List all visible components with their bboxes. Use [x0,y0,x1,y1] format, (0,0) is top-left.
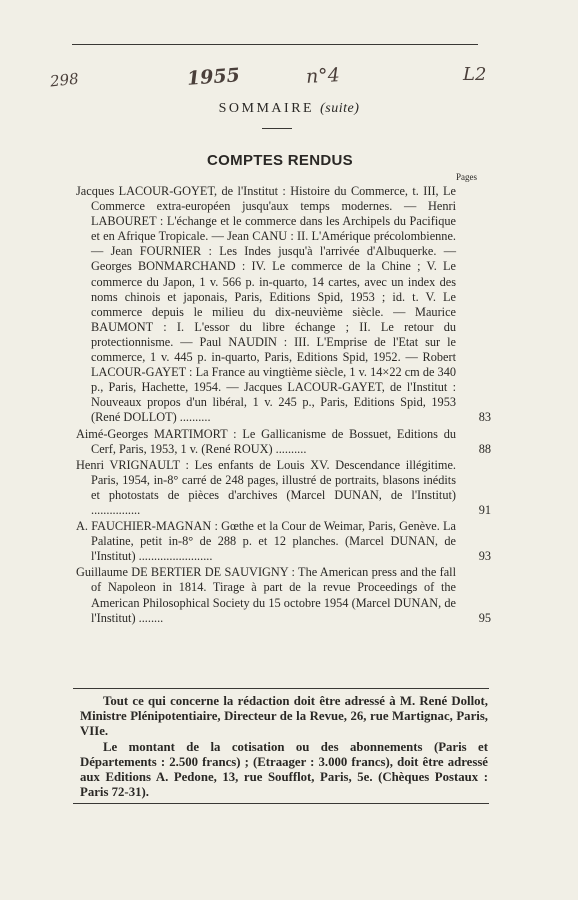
entry-text: Guillaume DE BERTIER DE SAUVIGNY : The American press and the fall of Napoleon in 1814. Tirage à part de la revue Proceedings of the American Philosophical Society du 15 octobre 1954 (Marcel DUNAN, de l'Institut) ........ [76,565,456,625]
entry-page-number: 93 [478,549,491,564]
pages-column-label: Pages [456,172,477,182]
top-rule [72,44,478,45]
notice-paragraph-2: Le montant de la cotisation ou des abonnements (Paris et Départements : 2.500 francs) ; (Etraager : 3.000 francs), doit être adressé aux Editions A. Pedone, 13, rue Soufflot, Paris, 5e. (Chèques Postaux : Paris 72-31). [80,739,488,800]
entry-text: Henri VRIGNAULT : Les enfants de Louis XV. Descendance illégitime. Paris, 1954, in-8° carré de 248 pages, illustré de portraits, blasons inédits et photostats de pièces d'archives (Marcel DUNAN, de l'Institut) ................ [76,457,456,517]
handwritten-note-2: 1955 [186,64,241,90]
handwritten-note-1: 298 [49,69,80,91]
heading-title: SOMMAIRE [218,101,315,116]
section-title: COMPTES RENDUS [207,152,353,169]
entry-page-number: 91 [478,502,491,517]
review-entry [76,565,491,625]
heading-rule [262,128,292,129]
entry-page-number: 95 [478,610,491,625]
review-entry [76,427,491,457]
editorial-notice [80,694,488,800]
entry-text: A. FAUCHIER-MAGNAN : Gœthe et la Cour de Weimar, Paris, Genève. La Palatine, petit in-8° de 288 p. et 12 planches. (Marcel DUNAN, de l'Institut) ........................ [76,519,456,564]
entry-page-number: 88 [478,441,491,456]
handwritten-note-3: n°4 [305,64,341,88]
review-list [76,184,491,627]
handwritten-note-4: L2 [463,64,487,85]
page-heading [0,101,578,117]
notice-paragraph-1: Tout ce qui concerne la rédaction doit être adressé à M. René Dollot, Ministre Plénipotentiaire, Directeur de la Revue, 26, rue Martignac, Paris, VIIe. [80,694,488,739]
review-entry [76,458,491,518]
notice-bottom-rule [73,803,489,804]
review-entry [76,184,491,426]
entry-text: Jacques LACOUR-GOYET, de l'Institut : Histoire du Commerce, t. III, Le Commerce extra-européen jusqu'aux temps modernes. — Henri LABOURET : L'échange et le commerce dans les Archipels du Pacifique et en Afrique Tropicale. — Jean CANU : II. L'Amérique précolombienne. — Jean FOURNIER : Les Indes jusqu'à l'arrivée d'Albuquerke. — Georges BONMARCHAND : IV. Le commerce de la Chine ; V. Le commerce du Japon, 1 v. 566 p. in-quarto, 14 cartes, avec un index des noms chinois et japonais, Paris, Editions Spid, 1953 ; id. t. V. Le commerce depuis le milieu du dix-neuvième siècle. — Maurice BAUMONT : I. L'essor du libre échange ; II. Le retour du protectionnisme. — Paul NAUDIN : III. L'Emprise de l'Etat sur le commerce, 1 v. 445 p. in-quarto, Paris, Editions Spid, 1952. — Robert LACOUR-GAYET : La France au vingtième siècle, 1 v. 14×22 cm de 340 p., Paris, Hachette, 1954. — Jacques LACOUR-GAYET, de l'Institut : Nouveaux propos d'un libéral, 1 v. 245 p., Paris, Editions Spid, 1953 (René DOLLOT) .......... [76,184,456,425]
heading-suffix: (suite) [320,101,360,116]
review-entry [76,519,491,564]
entry-page-number: 83 [478,410,491,425]
notice-top-rule [73,688,489,689]
entry-text: Aimé-Georges MARTIMORT : Le Gallicanisme de Bossuet, Editions du Cerf, Paris, 1953, 1 v. (René ROUX) .......... [76,426,456,456]
